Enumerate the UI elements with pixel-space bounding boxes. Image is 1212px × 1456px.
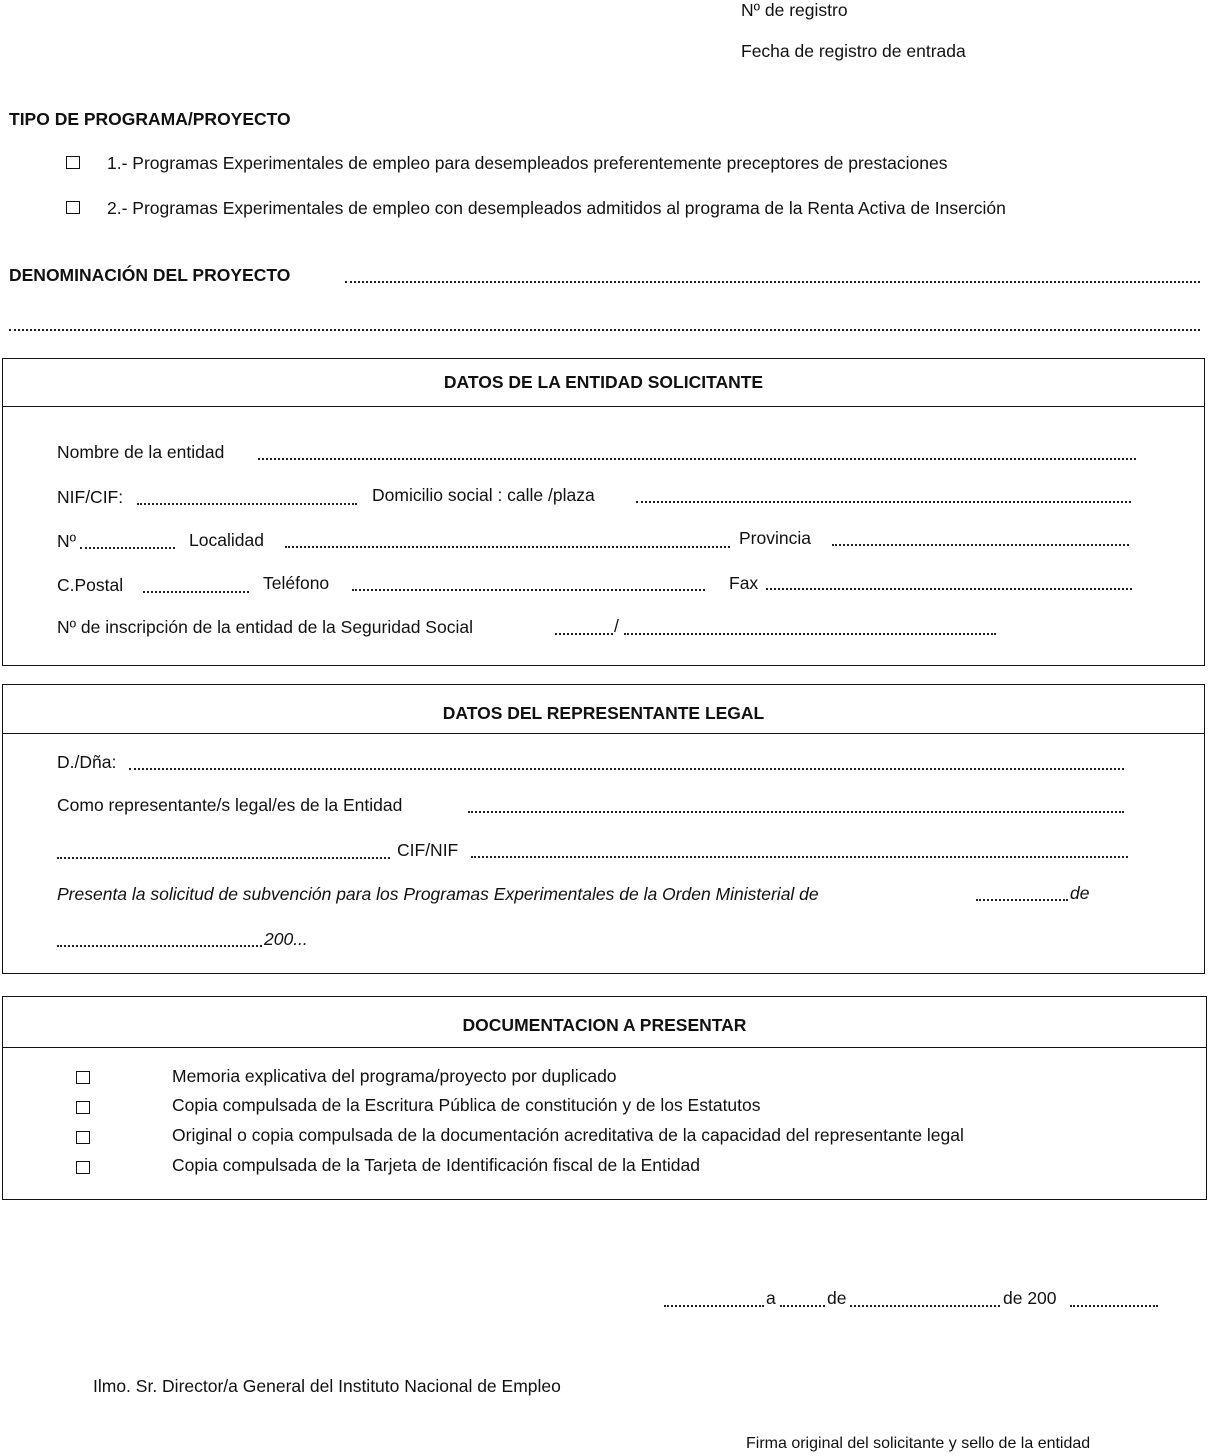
tipo-option-1-label: 1.- Programas Experimentales de empleo para desempleados preferentemente preceptores de prestaciones — [107, 153, 948, 173]
entidad-numero-field[interactable] — [80, 547, 175, 549]
doc-item-2-checkbox[interactable] — [76, 1101, 90, 1114]
representante-section-title: DATOS DEL REPRESENTANTE LEGAL — [3, 685, 1204, 734]
orden-month-field[interactable] — [57, 945, 262, 947]
entidad-nif-field[interactable] — [137, 503, 357, 505]
representante-dona-field[interactable] — [129, 768, 1124, 770]
entidad-provincia-field[interactable] — [832, 544, 1129, 546]
representante-como-label: Como representante/s legal/es de la Entidad — [57, 795, 403, 815]
doc-item-3-label: Original o copia compulsada de la documentación acreditativa de la capacidad del representante legal — [172, 1125, 964, 1145]
entidad-nif-label: NIF/CIF: — [57, 487, 124, 507]
entidad-provincia-label: Provincia — [739, 528, 811, 548]
entidad-inscripcion-label: Nº de inscripción de la entidad de la Seguridad Social — [57, 617, 473, 637]
entidad-inscripcion-field-a[interactable] — [555, 633, 613, 635]
entidad-inscripcion-field-b[interactable] — [624, 633, 996, 635]
registro-number-label: Nº de registro — [741, 0, 848, 20]
destinatario-text: Ilmo. Sr. Director/a General del Instituto Nacional de Empleo — [93, 1376, 561, 1396]
entidad-domicilio-field[interactable] — [636, 501, 1131, 503]
entidad-fax-label: Fax — [729, 573, 759, 593]
doc-item-1-checkbox[interactable] — [76, 1071, 90, 1084]
firma-caption: Firma original del solicitante y sello de la entidad — [746, 1435, 1091, 1452]
fecha-month-field[interactable] — [850, 1305, 1000, 1307]
fecha-a-label: a — [766, 1288, 776, 1308]
entidad-telefono-field[interactable] — [352, 589, 705, 591]
entidad-section-title: DATOS DE LA ENTIDAD SOLICITANTE — [3, 359, 1204, 407]
denominacion-label: DENOMINACIÓN DEL PROYECTO — [9, 265, 291, 285]
tipo-option-2-checkbox[interactable] — [66, 201, 80, 214]
entidad-cpostal-field[interactable] — [143, 591, 249, 593]
representante-dona-label: D./Dña: — [57, 752, 117, 772]
tipo-option-1-checkbox[interactable] — [66, 156, 80, 169]
representante-como-field-continued[interactable] — [57, 857, 390, 859]
fecha-year-field[interactable] — [1070, 1305, 1158, 1307]
entidad-fax-field[interactable] — [766, 588, 1132, 590]
entidad-localidad-label: Localidad — [189, 530, 264, 550]
doc-item-1-label: Memoria explicativa del programa/proyecto por duplicado — [172, 1066, 617, 1086]
orden-day-field[interactable] — [976, 899, 1068, 901]
denominacion-field-line-1[interactable] — [345, 281, 1200, 283]
entidad-telefono-label: Teléfono — [263, 573, 330, 593]
tipo-option-2-label: 2.- Programas Experimentales de empleo con desempleados admitidos al programa de la Renta Activa de Inserción — [107, 198, 1006, 218]
representante-cifnif-field[interactable] — [471, 856, 1128, 858]
orden-year-label: 200... — [264, 929, 308, 949]
representante-cifnif-label: CIF/NIF — [397, 840, 459, 860]
representante-presenta-text: Presenta la solicitud de subvención para los Programas Experimentales de la Orden Ministerial de — [57, 884, 819, 904]
doc-item-4-checkbox[interactable] — [76, 1161, 90, 1174]
fecha-de1-label: de — [827, 1288, 847, 1308]
denominacion-field-line-2[interactable] — [9, 329, 1200, 331]
entidad-numero-label: Nº — [57, 531, 77, 551]
entidad-nombre-label: Nombre de la entidad — [57, 442, 225, 462]
representante-como-field[interactable] — [468, 811, 1124, 813]
fecha-place-field[interactable] — [664, 1305, 764, 1307]
orden-de-label: de — [1070, 883, 1090, 903]
registro-date-label: Fecha de registro de entrada — [741, 41, 966, 61]
entidad-domicilio-label: Domicilio social : calle /plaza — [372, 485, 595, 505]
doc-item-2-label: Copia compulsada de la Escritura Pública de constitución y de los Estatutos — [172, 1095, 761, 1115]
doc-item-3-checkbox[interactable] — [76, 1131, 90, 1144]
entidad-localidad-field[interactable] — [285, 546, 730, 548]
entidad-cpostal-label: C.Postal — [57, 575, 124, 595]
entidad-nombre-field[interactable] — [258, 458, 1136, 460]
documentacion-section-title: DOCUMENTACION A PRESENTAR — [3, 997, 1206, 1048]
tipo-programa-title: TIPO DE PROGRAMA/PROYECTO — [9, 109, 291, 129]
doc-item-4-label: Copia compulsada de la Tarjeta de Identificación fiscal de la Entidad — [172, 1155, 700, 1175]
fecha-day-field[interactable] — [780, 1305, 825, 1307]
representante-section — [2, 684, 1205, 974]
entidad-inscripcion-separator: / — [614, 616, 619, 636]
fecha-de2-label: de 200 — [1003, 1288, 1057, 1308]
